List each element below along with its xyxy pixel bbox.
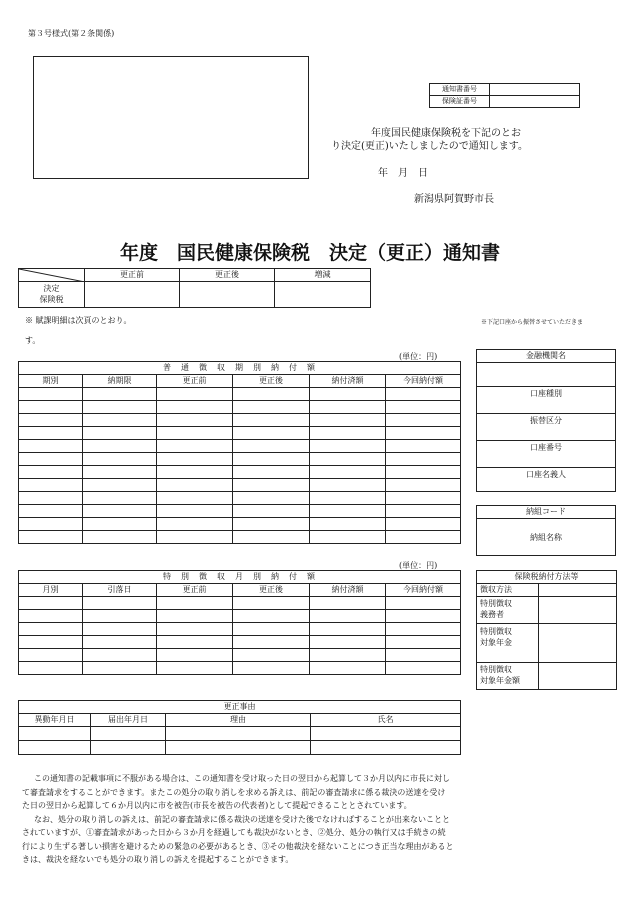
table-cell (310, 505, 386, 518)
insurance-number-row (430, 96, 580, 108)
table-cell (83, 401, 157, 414)
table-cell (233, 531, 310, 544)
table-cell (157, 414, 233, 427)
table-cell (83, 531, 157, 544)
table-cell (233, 427, 310, 440)
table-cell (310, 649, 386, 662)
reason-title: 更正事由 (19, 701, 461, 714)
legal-line-4: なお、処分の取り消しの訴えは、前記の審査請求に係る裁決の送達を受けた後でなければすることが出来ないことと (34, 814, 450, 824)
legal-line-6: 行により生ずる著しい損害を避けるための緊急の必要があるとき、③その他裁決を経ないことにつき正当な理由があると (22, 841, 454, 851)
decision-header-before: 更正前 (85, 269, 180, 282)
table-cell (157, 492, 233, 505)
bank-header: 金融機関名 (477, 350, 615, 363)
special-header-current: 今回納付額 (386, 584, 461, 597)
table-cell (386, 662, 461, 675)
account-type-label: 口座種別 (530, 389, 562, 398)
table-cell (83, 518, 157, 531)
table-cell (386, 505, 461, 518)
table-cell (386, 518, 461, 531)
table-cell (83, 623, 157, 636)
decision-label-2: 保険税 (39, 294, 64, 304)
ordinary-header-due: 納期限 (83, 375, 157, 388)
reason-header-reason: 理由 (166, 714, 311, 727)
table-cell (19, 531, 83, 544)
pension-header: 保険税納付方法等 (477, 571, 617, 584)
table-cell (233, 662, 310, 675)
table-cell (19, 427, 83, 440)
table-cell (310, 479, 386, 492)
decision-before-value (85, 282, 180, 308)
table-cell (157, 401, 233, 414)
ordinary-table-row (19, 427, 461, 440)
withholding-agent-label: 特別徴収 義務者 (477, 597, 539, 624)
table-cell (310, 427, 386, 440)
table-cell (83, 492, 157, 505)
table-cell (310, 466, 386, 479)
table-cell (386, 531, 461, 544)
table-cell (157, 610, 233, 623)
special-table-row (19, 636, 461, 649)
table-cell (157, 623, 233, 636)
legal-line-7: きは、裁決を経ないでも処分の取り消しの訴えを提起することができます。 (22, 855, 294, 864)
target-pension-amount-value (539, 663, 617, 690)
table-cell (386, 388, 461, 401)
table-cell (157, 597, 233, 610)
legal-line-3: た日の翌日から起算して６か月以内に市を被告(市長を被告の代表者)として提起できることとされています。 (22, 801, 412, 810)
table-cell (233, 479, 310, 492)
bank-name-value (477, 363, 615, 387)
transfer-type-label: 振替区分 (530, 416, 562, 425)
collection-method-value (539, 584, 617, 597)
special-header-paid: 納付済額 (310, 584, 386, 597)
table-cell (233, 440, 310, 453)
decision-table (18, 268, 371, 308)
table-cell (83, 427, 157, 440)
table-cell (310, 414, 386, 427)
table-cell (19, 492, 83, 505)
special-table-row (19, 649, 461, 662)
table-cell (233, 388, 310, 401)
table-cell (233, 492, 310, 505)
unit-label-2: (単位：円) (399, 561, 438, 570)
table-cell (310, 623, 386, 636)
table-cell (83, 610, 157, 623)
table-cell (233, 610, 310, 623)
table-cell (386, 649, 461, 662)
special-collection-table (18, 570, 461, 675)
table-cell (233, 597, 310, 610)
table-cell (386, 401, 461, 414)
ordinary-title: 普 通 徴 収 期 別 納 付 額 (19, 362, 461, 375)
table-cell (157, 479, 233, 492)
table-cell (386, 440, 461, 453)
table-cell (19, 597, 83, 610)
table-cell (83, 466, 157, 479)
table-cell (386, 479, 461, 492)
decision-header-after: 更正後 (180, 269, 275, 282)
ordinary-table-row (19, 479, 461, 492)
table-cell (83, 636, 157, 649)
table-cell (310, 401, 386, 414)
table-cell (386, 492, 461, 505)
special-header-before: 更正前 (157, 584, 233, 597)
table-cell (157, 636, 233, 649)
target-pension-label: 特別徴収 対象年金 (477, 624, 539, 663)
pension-table (476, 570, 617, 690)
table-cell (310, 610, 386, 623)
table-cell (310, 531, 386, 544)
decision-header-diff: 増減 (275, 269, 371, 282)
table-cell (157, 427, 233, 440)
reason-header-report-date: 届出年月日 (91, 714, 166, 727)
ordinary-header-period: 期別 (19, 375, 83, 388)
decision-label-1: 決定 (43, 284, 60, 294)
table-cell (157, 649, 233, 662)
special-header-after: 更正後 (233, 584, 310, 597)
table-cell (83, 505, 157, 518)
reason-row (19, 741, 461, 755)
legal-line-2: て審査請求をすることができます。またこの処分の取り消しを求める訴えは、前記の審査請求に係る裁決の送達を受け (22, 787, 446, 797)
legal-notice (22, 772, 612, 867)
table-cell (310, 662, 386, 675)
table-cell (19, 401, 83, 414)
intro-line-1: 年度国民健康保険税を下記のとお (371, 128, 521, 139)
table-cell (19, 466, 83, 479)
date-line: 年 月 日 (378, 168, 428, 179)
table-cell (310, 440, 386, 453)
account-type-value (477, 400, 615, 414)
target-pension-amount-label: 特別徴収 対象年金額 (477, 663, 539, 690)
account-number-value (477, 454, 615, 468)
ordinary-table-row (19, 401, 461, 414)
table-cell (19, 388, 83, 401)
bank-box (476, 349, 616, 492)
ordinary-table-row (19, 531, 461, 544)
table-cell (233, 466, 310, 479)
ordinary-table-row (19, 453, 461, 466)
table-cell (157, 662, 233, 675)
table-cell (157, 531, 233, 544)
ordinary-header-after: 更正後 (233, 375, 310, 388)
transfer-type-value (477, 427, 615, 441)
table-cell (83, 414, 157, 427)
assessment-note: ※ 賦課明細は次頁のとおり。 (25, 316, 132, 325)
table-cell (83, 662, 157, 675)
ordinary-table-row (19, 505, 461, 518)
special-table-row (19, 597, 461, 610)
special-header-withdraw: 引落日 (83, 584, 157, 597)
table-cell (386, 466, 461, 479)
notice-number-value (490, 84, 580, 96)
table-cell (19, 414, 83, 427)
special-table-row (19, 623, 461, 636)
notice-number-table (429, 83, 580, 108)
table-cell (233, 414, 310, 427)
form-label: 第３号様式(第２条関係) (28, 29, 115, 38)
table-cell (157, 388, 233, 401)
decision-after-value (180, 282, 275, 308)
issuer: 新潟県阿賀野市長 (414, 194, 494, 205)
table-cell (83, 440, 157, 453)
ordinary-table-row (19, 518, 461, 531)
ordinary-collection-table (18, 361, 461, 544)
table-cell (19, 610, 83, 623)
table-cell (233, 636, 310, 649)
legal-line-5: されていますが、①審査請求があった日から３か月を経過しても裁決がないとき、②処分、処分の執行又は手続きの続 (22, 828, 446, 837)
notice-number-label: 通知書番号 (430, 84, 490, 96)
table-cell (310, 492, 386, 505)
table-cell (19, 662, 83, 675)
table-cell (157, 518, 233, 531)
decision-corner-cell (19, 269, 85, 282)
union-code-value (477, 519, 615, 531)
diagonal-line (19, 269, 85, 282)
legal-line-1: この通知書の記載事項に不服がある場合は、この通知書を受け取った日の翌日から起算して３か月以内に市長に対し (34, 774, 450, 783)
decision-diff-value (275, 282, 371, 308)
table-cell (386, 636, 461, 649)
table-cell (19, 636, 83, 649)
target-pension-value (539, 624, 617, 663)
table-cell (233, 518, 310, 531)
transfer-note: ※下記口座から振替させていただきま (481, 319, 584, 326)
ordinary-table-row (19, 492, 461, 505)
table-cell (386, 427, 461, 440)
ordinary-table-row (19, 466, 461, 479)
account-holder-label: 口座名義人 (526, 470, 566, 479)
address-window (33, 56, 309, 179)
transfer-note-cont: す。 (25, 336, 41, 345)
table-cell (233, 649, 310, 662)
table-cell (157, 466, 233, 479)
table-cell (310, 518, 386, 531)
table-cell (83, 453, 157, 466)
table-cell (19, 505, 83, 518)
ordinary-header-paid: 納付済額 (310, 375, 386, 388)
ordinary-table-row (19, 414, 461, 427)
table-cell (386, 453, 461, 466)
page-title: 年度 国民健康保険税 決定（更正）通知書 (120, 242, 501, 264)
decision-row-label (19, 282, 85, 308)
table-cell (19, 479, 83, 492)
union-code-label: 納組コード (477, 506, 615, 519)
special-table-row (19, 610, 461, 623)
table-cell (19, 440, 83, 453)
insurance-number-label: 保険証番号 (430, 96, 490, 108)
table-cell (157, 505, 233, 518)
table-cell (83, 388, 157, 401)
table-cell (386, 597, 461, 610)
table-cell (19, 649, 83, 662)
intro-line-2: り決定(更正)いたしましたので通知します。 (331, 141, 529, 152)
table-cell (233, 505, 310, 518)
reason-table (18, 700, 461, 755)
special-title: 特 別 徴 収 月 別 納 付 額 (19, 571, 461, 584)
table-cell (157, 453, 233, 466)
table-cell (310, 636, 386, 649)
table-cell (233, 401, 310, 414)
table-cell (19, 518, 83, 531)
table-cell (83, 597, 157, 610)
table-cell (83, 649, 157, 662)
unit-label-1: (単位：円) (399, 352, 438, 361)
union-box (476, 505, 616, 556)
table-cell (19, 453, 83, 466)
union-name-label: 納組名称 (530, 533, 562, 542)
table-cell (310, 597, 386, 610)
table-cell (310, 453, 386, 466)
special-header-month: 月別 (19, 584, 83, 597)
ordinary-header-current: 今回納付額 (386, 375, 461, 388)
table-cell (310, 388, 386, 401)
insurance-number-value (490, 96, 580, 108)
withholding-agent-value (539, 597, 617, 624)
collection-method-label: 徴収方法 (477, 584, 539, 597)
ordinary-table-row (19, 440, 461, 453)
table-cell (386, 623, 461, 636)
table-cell (233, 623, 310, 636)
ordinary-header-before: 更正前 (157, 375, 233, 388)
ordinary-table-row (19, 388, 461, 401)
notice-number-row (430, 84, 580, 96)
table-cell (83, 479, 157, 492)
table-cell (233, 453, 310, 466)
special-table-row (19, 662, 461, 675)
table-cell (386, 610, 461, 623)
reason-header-change-date: 異動年月日 (19, 714, 91, 727)
table-cell (19, 623, 83, 636)
account-number-label: 口座番号 (530, 443, 562, 452)
reason-row (19, 727, 461, 741)
reason-header-name: 氏名 (311, 714, 461, 727)
table-cell (386, 414, 461, 427)
table-cell (157, 440, 233, 453)
